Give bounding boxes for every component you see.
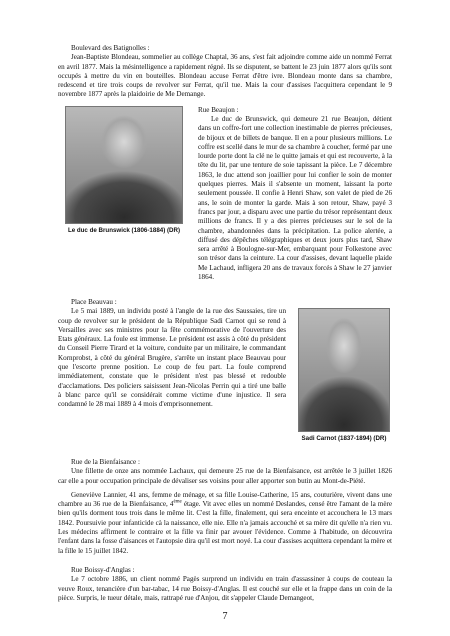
section-paragraph (58, 491, 392, 556)
portrait-carnot-image (298, 308, 390, 432)
section-paragraph: Le 7 octobre 1886, un client nommé Pagès surprend un individu en train d'assassiner à coups de couteau la veuve Roux, tenancière d'un bar-tabac, 14 rue Boissy-d'Anglas. Il est couché sur elle et la frappe dans un coin de la pièce. Surpris, le tueur détale, mais, rattrapé rue d'Anjou, dit s'appeler Claude Demangeot, (58, 575, 392, 602)
paragraph-text: étage. Vit avec elles un nommé Deslandes, censé être l'amant de la mère bien qu'ils dorment tous trois dans le même lit. C'est la fille, finalement, qui sera enceinte et accouchera le 13 mars 1842. Poursuivie pour infanticide cà la naissance, elle nie. Elle n'a jamais accouché et sa mère dit qu'elle n'a rien vu. Les médecins affirment le contraire et la fille va finir par avouer l'évidence. Comme à l'habitude, on découvrira l'enfant dans la fosse d'aisances et l'autopsie dira qu'il est mort noyé. La cour d'assises acquittera cependant la mère et la fille le 15 juillet 1842. (58, 500, 392, 555)
figure-caption: Sadi Carnot (1837-1894) (DR) (301, 435, 387, 442)
section-boissy (58, 566, 392, 603)
section-heading: Rue Boissy-d'Anglas : (71, 566, 135, 574)
figure-carnot (294, 308, 394, 443)
section-paragraph: Une fillette de onze ans nommée Lachaux, qui demeure 25 rue de la Bienfaisance, est arrêtée le 3 juillet 1826 car elle a pour occupation principale de dévaliser ses voisins pour aller apporter son butin au Mont-de-Piété. (58, 467, 392, 485)
paragraph-text: Geneviève Lannier, 41 ans, femme de ménage, et sa fille Louise-Catherine, 15 ans, couturière, vivent dans une chambre au 36 rue de la Bienfaisance, 4 (58, 490, 392, 509)
page-number: 7 (222, 611, 228, 622)
section-beaujon (198, 106, 392, 115)
section-heading: Rue de la Bienfaisance : (71, 458, 140, 466)
section-paragraph: Le 5 mai 1889, un individu posté à l'angle de la rue des Saussaies, tire un coup de revolver sur le président de la République Sadi Carnot qui se rend à Versailles avec ses ministres pour la fête commémorative de l'ouverture des Etats généraux. La foule est immense. Le président est assis à côté du président du Conseil Pierre Tirard et la voiture, conduite par un militaire, le commandant Kornprobst, à côté du général Brugère, s'arrête un instant place Beauvau pour que l'escorte prenne position. Le coup de feu part. La foule comprend immédiatement, constate que le président n'est pas blessé et redouble d'acclamations. Des policiers saisissent Jean-Nicolas Perrin qui a tiré une balle à blanc parce qu'il se considérait comme victime d'une injustice. Il sera condamné le 28 mai 1889 à 4 mois d'emprisonnement. (58, 307, 286, 409)
section-heading: Rue Beaujon : (198, 106, 239, 114)
section-bienfaisance (58, 458, 392, 556)
section-heading: Boulevard des Batignolles : (71, 44, 150, 52)
section-heading: Place Beauvau : (71, 298, 117, 306)
section-paragraph: Jean-Baptiste Blondeau, sommelier au collège Chaptal, 36 ans, s'est fait adjoindre comme aide un nommé Ferrat en avril 1877. Mais la mésintelligence a rapidement régné. Ils se disputent, se battent le 23 juin 1877 alors qu'ils sont occupés à mettre du vin en bouteilles. Blondeau accuse Ferrat d'être ivre. Blondeau monte dans sa chambre, redescend et tire trois coups de revolver sur Ferrat, qu'il tue. Mais la cour d'assises l'acquittera cependant le 9 novembre 1877 après la plaidoirie de Me Demange. (58, 53, 392, 99)
section-paragraph: Le duc de Brunswick, qui demeure 21 rue Beaujon, détient dans un coffre-fort une collection inestimable de pierres précieuses, de bijoux et de billets de banque. Il en a pour plusieurs millions. Le coffre est scellé dans le mur de sa chambre à coucher, fermé par une lourde porte dont la clé ne le quitte jamais et qui est recouverte, à la tête du lit, par une tenture de soie tapissant la pièce. Le 7 décembre 1863, le duc attend son joaillier pour lui confier le soin de monter quelques pierres. Mais il s'absente un moment, laissant la porte seulement poussée. Il confie à Henri Shaw, son valet de pied de 26 ans, le soin de monter la garde. Mais à son retour, Shaw, payé 3 francs par jour, a disparu avec une partie du trésor représentant deux millions de francs. Il y a des pierres précieuses sur le sol de la chambre, abandonnées dans la précipitation. La police alertée, a diffusé des dépêches télégraphiques et deux jours plus tard, Shaw sera arrêté à Boulogne-sur-Mer, embarquant pour Folkestone avec son trésor dans la ceinture. La cour d'assises, devant laquelle plaide Me Lachaud, infligera 20 ans de travaux forcés à Shaw le 27 janvier 1864. (198, 115, 392, 282)
section-beauvau (58, 298, 286, 410)
figure-caption: Le duc de Brunswick (1806-1884) (DR) (67, 227, 181, 234)
superscript: ème (173, 499, 182, 505)
section-batignolles (58, 44, 392, 100)
